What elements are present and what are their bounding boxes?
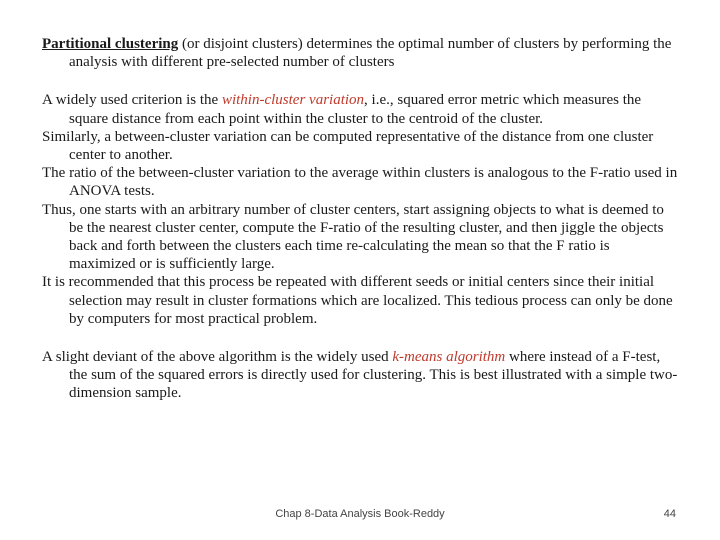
term-k-means-algorithm: k-means algorithm bbox=[392, 349, 506, 366]
term-partitional-clustering: Partitional clustering bbox=[42, 36, 179, 52]
paragraph-f-ratio: The ratio of the between-cluster variation to the average within clusters is analogous to the F-ratio used in ANOVA tests. bbox=[42, 165, 678, 200]
paragraph-text: (or disjoint clusters) determines the optimal number of clusters by performing the analysis with different pre-selected number of clusters bbox=[69, 36, 672, 71]
slide-footer: Chap 8-Data Analysis Book-Reddy bbox=[275, 508, 445, 520]
paragraph-between-cluster: Similarly, a between-cluster variation can be computed representative of the distance from one cluster center to another. bbox=[42, 128, 654, 164]
slide-body bbox=[42, 35, 678, 403]
paragraph-within-cluster bbox=[42, 91, 678, 127]
paragraph-recommendation: It is recommended that this process be repeated with different seeds or initial centers since their initial selection may result in cluster formations which are localized. This tedious process can only be done by computers for most practical problem. bbox=[42, 274, 673, 327]
paragraph-text: A widely used criterion is the bbox=[42, 92, 222, 109]
paragraph-text: where instead of a F-test, the sum of the squared errors is directly used for clustering. This is best illustrated with a simple two-dimension sample. bbox=[69, 349, 678, 402]
paragraph-text: A slight deviant of the above algorithm is the widely used bbox=[42, 349, 393, 366]
term-within-cluster-variation: within-cluster variation bbox=[221, 92, 365, 109]
paragraph-procedure: Thus, one starts with an arbitrary number of cluster centers, start assigning objects to what is deemed to be the nearest cluster center, compute the F-ratio of the resulting cluster, and then jiggle the objects back and forth between the clusters each time re-calculating the mean so that the F ratio is maximized or is sufficiently large. bbox=[42, 201, 664, 273]
paragraph-text: , i.e., squared error metric which measures the square distance from each point within the cluster to the centroid of the cluster. bbox=[69, 92, 642, 127]
paragraph-partitional-clustering bbox=[42, 35, 678, 71]
paragraph-k-means bbox=[42, 348, 678, 403]
page-number: 44 bbox=[663, 508, 676, 520]
